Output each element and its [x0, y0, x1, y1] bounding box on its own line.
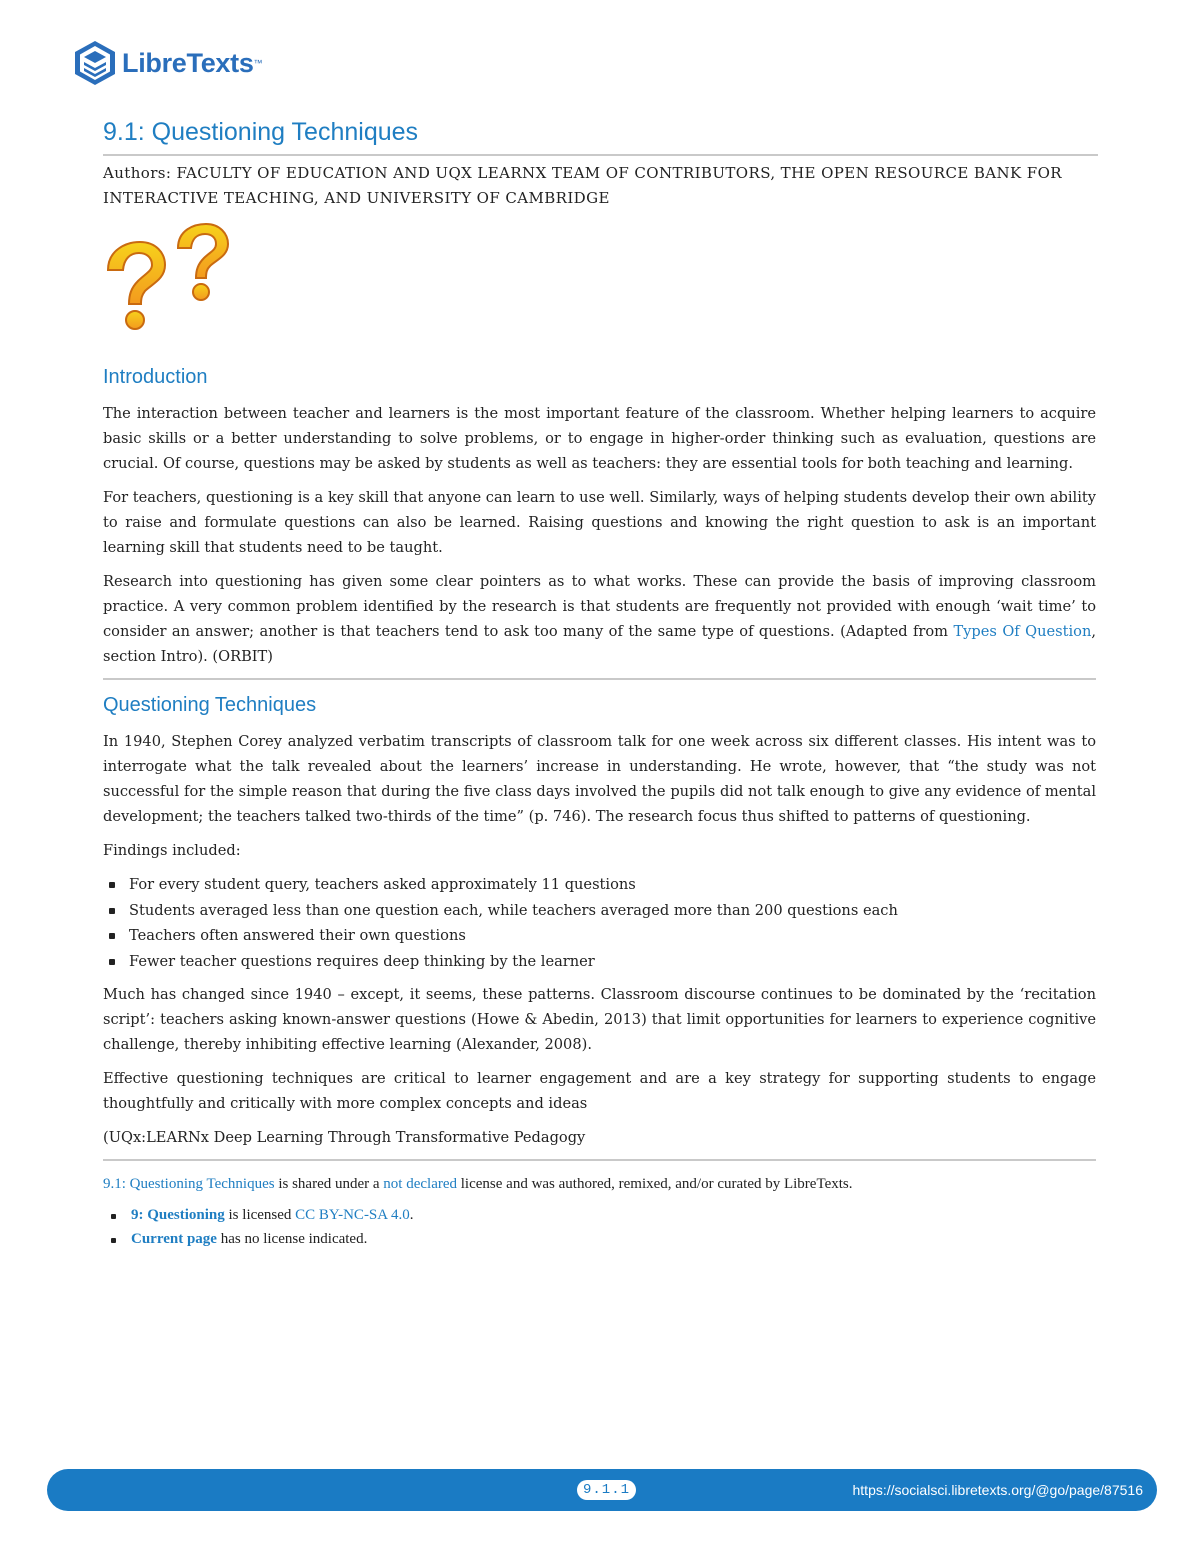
- chapter-link[interactable]: 9: Questioning: [131, 1207, 225, 1223]
- logo-trademark: ™: [253, 58, 263, 68]
- list-item: Teachers often answered their own questions: [103, 923, 1096, 949]
- intro-paragraph-3: [103, 569, 1096, 669]
- authors-line: Authors: FACULTY OF EDUCATION AND UQX LEARNX TEAM OF CONTRIBUTORS, THE OPEN RESOURCE BANK FOR INTERACTIVE TEACHING, AND UNIVERSITY OF CAMBRIDGE: [103, 164, 1063, 207]
- main-content: [103, 363, 1096, 1251]
- license-item-text: has no license indicated.: [216, 1231, 368, 1247]
- license-text-1: is shared under a: [274, 1176, 384, 1192]
- findings-label: Findings included:: [103, 842, 241, 859]
- section-divider: [103, 678, 1096, 680]
- page-link[interactable]: 9.1: Questioning Techniques: [103, 1176, 275, 1192]
- findings-list: [103, 872, 1096, 974]
- license-item-text: is licensed: [224, 1207, 296, 1223]
- introduction-heading: Introduction: [103, 366, 208, 388]
- intro-paragraph-2: For teachers, questioning is a key skill that anyone can learn to use well. Similarly, ways of helping students develop their own ability to raise and formulate questions can also be learned. Raising questions and knowing the right question to ask is an important learning skill that students need to be taught.: [103, 489, 1096, 556]
- techniques-paragraph-4: (UQx:LEARNx Deep Learning Through Transformative Pedagogy: [103, 1129, 586, 1146]
- logo-wordmark: LibreTexts: [122, 47, 254, 78]
- questioning-techniques-heading: Questioning Techniques: [103, 694, 317, 716]
- license-divider: [103, 1159, 1096, 1161]
- license-item-end: .: [409, 1207, 414, 1223]
- list-item: For every student query, teachers asked approximately 11 questions: [103, 872, 1096, 898]
- techniques-paragraph-2: Much has changed since 1940 – except, it seems, these patterns. Classroom discourse continues to be dominated by the ‘recitation script’: teachers asking known-answer questions (Howe & Abedin, 2013) that limit opportunities for learners to experience cognitive challenge, thereby inhibiting effective learning (Alexander, 2008).: [103, 986, 1096, 1053]
- license-block: [103, 1172, 1096, 1251]
- page-url-link[interactable]: https://socialsci.libretexts.org/@go/page/87516: [852, 1482, 1143, 1498]
- intro-p3-end: , section Intro). (ORBIT): [103, 623, 1097, 665]
- title-divider: [103, 154, 1098, 156]
- license-item-chapter: [103, 1203, 1096, 1227]
- libretexts-books-icon: [74, 40, 116, 86]
- question-marks-image: [100, 220, 235, 336]
- current-page-link[interactable]: Current page: [131, 1231, 217, 1247]
- cc-license-link[interactable]: CC BY-NC-SA 4.0: [295, 1207, 410, 1223]
- license-statement: [103, 1172, 1096, 1197]
- techniques-paragraph-3: Effective questioning techniques are critical to learner engagement and are a key strategy for supporting students to engage thoughtfully and critically with more complex concepts and ideas: [103, 1070, 1096, 1112]
- libretexts-logo[interactable]: [74, 40, 263, 86]
- intro-paragraph-1: The interaction between teacher and learners is the most important feature of the classroom. Whether helping learners to acquire basic skills or a better understanding to solve problems, or to engage in higher-order thinking such as evaluation, questions are crucial. Of course, questions may be asked by students as well as teachers: they are essential tools for both teaching and learning.: [103, 405, 1096, 472]
- page-number: 9.1.1: [577, 1480, 636, 1500]
- license-text-2: license and was authored, remixed, and/or curated by LibreTexts.: [457, 1176, 853, 1192]
- page-footer: [47, 1469, 1157, 1511]
- license-link[interactable]: not declared: [383, 1176, 458, 1192]
- list-item: Students averaged less than one question each, while teachers averaged more than 200 questions each: [103, 898, 1096, 924]
- types-of-question-link[interactable]: Types Of Question: [953, 623, 1092, 640]
- list-item: Fewer teacher questions requires deep thinking by the learner: [103, 949, 1096, 975]
- intro-p3-text: Research into questioning has given some clear pointers as to what works. These can provide the basis of improving classroom practice. A very common problem identified by the research is that students are frequently not provided with enough ‘wait time’ to consider an answer; another is that teachers tend to ask too many of the same type of questions. (Adapted from: [103, 573, 1096, 640]
- page-title: 9.1: Questioning Techniques: [103, 118, 419, 146]
- techniques-paragraph-1: In 1940, Stephen Corey analyzed verbatim transcripts of classroom talk for one week across six different classes. His intent was to interrogate what the talk revealed about the learners’ increase in understanding. He wrote, however, that “the study was not successful for the simple reason that during the five class days involved the pupils did not talk enough to give any evidence of mental development; the teachers talked two-thirds of the time” (p. 746). The research focus thus shifted to patterns of questioning.: [103, 733, 1096, 825]
- license-list: [103, 1203, 1096, 1251]
- license-item-current: [103, 1227, 1096, 1251]
